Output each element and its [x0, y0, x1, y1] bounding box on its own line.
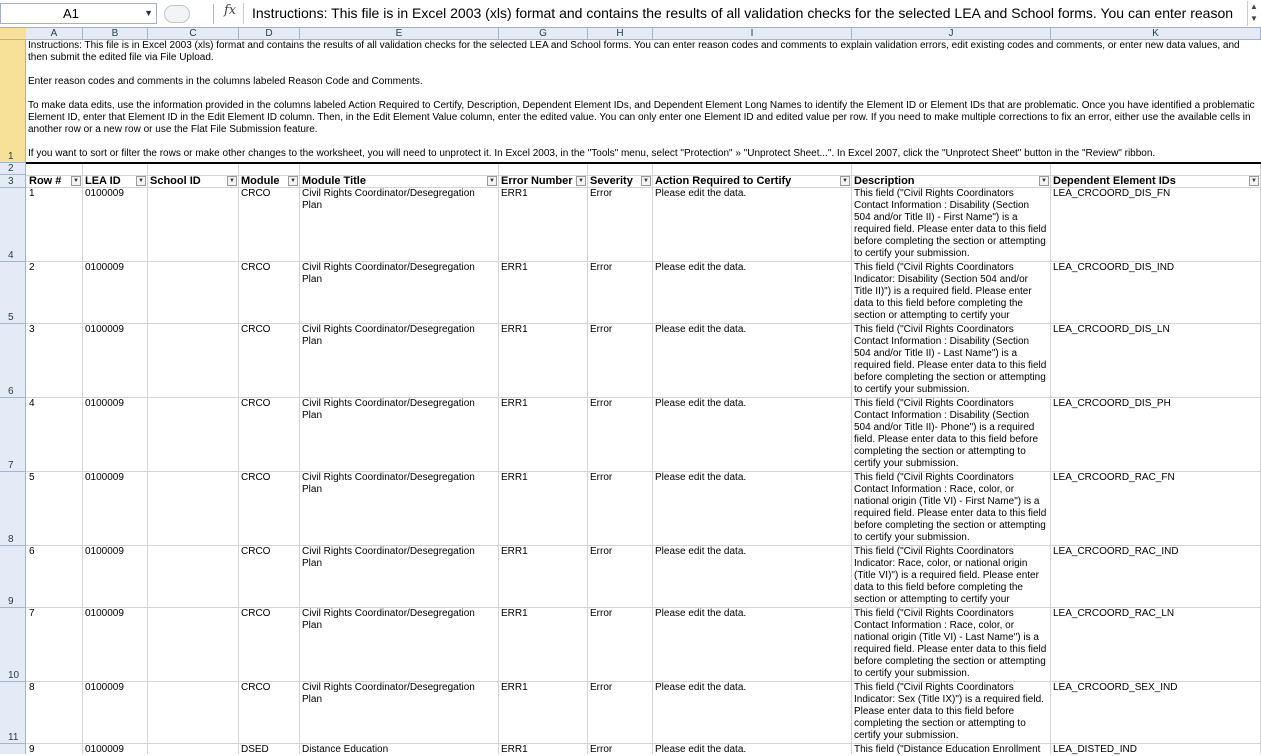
instructions-cell[interactable] [28, 40, 1260, 160]
select-all-corner[interactable] [0, 28, 26, 39]
row-header-11[interactable]: 11 [0, 682, 26, 744]
cell-action[interactable]: Please edit the data. [655, 682, 747, 693]
cell-action[interactable]: Please edit the data. [655, 398, 747, 409]
cell-description[interactable]: This field ("Civil Rights Coordinators Indicator: Sex (Title IX)") is a required field. Please enter data to this field before completing the section or attempting to certify your submission. [854, 682, 1044, 741]
cell-error-number[interactable]: ERR1 [501, 682, 528, 693]
cell-action[interactable]: Please edit the data. [655, 324, 747, 335]
cell-severity[interactable]: Error [590, 188, 613, 199]
cell-description[interactable]: This field ("Civil Rights Coordinators Contact Information : Disability (Section 504 and/or Title II)- Phone") is a required field. Please enter data to this field before completing the section or attempting to certify your submission. [854, 398, 1039, 469]
cell-module[interactable]: CRCO [241, 472, 271, 483]
header-dependent-element-ids: Dependent Element IDs [1053, 175, 1176, 187]
cell-lea-id[interactable]: 0100009 [85, 744, 124, 755]
filter-dropdown-icon[interactable]: ▼ [1039, 176, 1049, 186]
cell-module-title[interactable]: Civil Rights Coordinator/Desegregation Plan [302, 262, 475, 285]
cell-error-number[interactable]: ERR1 [501, 472, 528, 483]
cell-lea-id[interactable]: 0100009 [85, 682, 124, 693]
cell-error-number[interactable]: ERR1 [501, 398, 528, 409]
cell-module[interactable]: CRCO [241, 398, 271, 409]
cell-dependent-element-id[interactable]: LEA_CRCOORD_DIS_PH [1053, 398, 1171, 409]
formula-separator [213, 4, 214, 24]
cell-module[interactable]: CRCO [241, 682, 271, 693]
cell-module-title[interactable]: Civil Rights Coordinator/Desegregation Plan [302, 546, 475, 569]
header-border [26, 162, 1261, 164]
chevron-down-icon[interactable]: ▼ [144, 8, 153, 18]
column-header-d[interactable]: D [239, 28, 300, 39]
formula-bar [0, 0, 1261, 28]
cell-lea-id[interactable]: 0100009 [85, 324, 124, 335]
cell-lea-id[interactable]: 0100009 [85, 262, 124, 273]
cell-lea-id[interactable]: 0100009 [85, 608, 124, 619]
cell-description[interactable]: This field ("Civil Rights Coordinators Indicator: Disability (Section 504 and/or Title II)") is a required field. Please enter data to this field before completing the section or attempting to certify your [854, 262, 1032, 321]
cell-action[interactable]: Please edit the data. [655, 262, 747, 273]
cell-error-number[interactable]: ERR1 [501, 262, 528, 273]
filter-dropdown-icon[interactable]: ▼ [641, 176, 651, 186]
cell-severity[interactable]: Error [590, 608, 613, 619]
filter-dropdown-icon[interactable]: ▼ [227, 176, 237, 186]
filter-dropdown-icon[interactable]: ▼ [840, 176, 850, 186]
cell-lea-id[interactable]: 0100009 [85, 188, 124, 199]
worksheet-grid[interactable] [26, 40, 1261, 754]
instructions-paragraph-2: Enter reason codes and comments in the columns labeled Reason Code and Comments. [28, 76, 423, 87]
header-module-title: Module Title [302, 175, 366, 187]
cell-severity[interactable]: Error [590, 682, 613, 693]
cell-description[interactable]: This field ("Civil Rights Coordinators Indicator: Race, color, or national origin (Title VI)") is a required field. Please enter data to this field before completing the section or attempting to certify your [854, 546, 1039, 605]
scroll-up-icon[interactable]: ▲ [1250, 2, 1258, 11]
cell-severity[interactable]: Error [590, 472, 613, 483]
filter-dropdown-icon[interactable]: ▼ [576, 176, 586, 186]
cell-module[interactable]: CRCO [241, 608, 271, 619]
cell-module-title[interactable]: Civil Rights Coordinator/Desegregation Plan [302, 682, 475, 705]
header-error-number: Error Number [501, 175, 573, 187]
column-header-k[interactable]: K [1051, 28, 1261, 39]
column-header-b[interactable]: B [83, 28, 148, 39]
cell-error-number[interactable]: ERR1 [501, 608, 528, 619]
column-header-h[interactable]: H [588, 28, 653, 39]
cell-severity[interactable]: Error [590, 398, 613, 409]
row-header-5[interactable]: 5 [0, 262, 26, 324]
cell-module[interactable]: DSED [241, 744, 269, 755]
instructions-paragraph-1: Instructions: This file is in Excel 2003 (xls) format and contains the results of all validation checks for the selected LEA and School forms. You can enter reason codes and comments to explain validation errors, edit existing codes and comments, or enter new data values, and then submit the edited file via File Upload. [28, 40, 1240, 63]
cell-error-number[interactable]: ERR1 [501, 744, 528, 755]
cell-dependent-element-id[interactable]: LEA_CRCOORD_RAC_IND [1053, 546, 1179, 557]
cell-description[interactable]: This field ("Civil Rights Coordinators Contact Information : Race, color, or national origin (Title VI) - First Name") is a required field. Please enter data to this field before completing the section or attempting to certify your submission. [854, 472, 1047, 543]
row-header-9[interactable]: 9 [0, 546, 26, 608]
formula-input[interactable]: Instructions: This file is in Excel 2003 (xls) format and contains the results of all validation checks for the selected LEA and School forms. You can enter reason [243, 3, 1248, 24]
filter-dropdown-icon[interactable]: ▼ [136, 176, 146, 186]
cell-row-number[interactable]: 9 [29, 744, 35, 755]
cell-module-title[interactable]: Civil Rights Coordinator/Desegregation Plan [302, 472, 475, 495]
row-header-8[interactable]: 8 [0, 472, 26, 546]
cell-dependent-element-id[interactable]: LEA_CRCOORD_RAC_LN [1053, 608, 1175, 619]
cell-row-number[interactable]: 7 [29, 608, 35, 619]
row-header-1[interactable]: 1 [0, 40, 26, 163]
cell-row-number[interactable]: 8 [29, 682, 35, 693]
row-header-6[interactable]: 6 [0, 324, 26, 398]
header-row-number: Row # [29, 175, 62, 187]
cell-module[interactable]: CRCO [241, 262, 271, 273]
column-header-e[interactable]: E [300, 28, 499, 39]
row-header-4[interactable]: 4 [0, 188, 26, 262]
cell-severity[interactable]: Error [590, 744, 613, 755]
header-module: Module [241, 175, 280, 187]
cell-dependent-element-id[interactable]: LEA_DISTED_IND [1053, 744, 1137, 755]
cell-row-number[interactable]: 6 [29, 546, 35, 557]
cell-error-number[interactable]: ERR1 [501, 188, 528, 199]
filter-dropdown-icon[interactable]: ▼ [487, 176, 497, 186]
cell-error-number[interactable]: ERR1 [501, 324, 528, 335]
cell-lea-id[interactable]: 0100009 [85, 546, 124, 557]
cell-module-title[interactable]: Civil Rights Coordinator/Desegregation Plan [302, 608, 475, 631]
filter-dropdown-icon[interactable]: ▼ [288, 176, 298, 186]
cell-dependent-element-id[interactable]: LEA_CRCOORD_DIS_LN [1053, 324, 1170, 335]
cell-module[interactable]: CRCO [241, 324, 271, 335]
column-header-i[interactable]: I [653, 28, 852, 39]
formula-expand-scroll[interactable] [1247, 1, 1261, 26]
header-lea-id: LEA ID [85, 175, 121, 187]
cell-module-title[interactable]: Civil Rights Coordinator/Desegregation Plan [302, 398, 475, 421]
cell-action[interactable]: Please edit the data. [655, 608, 747, 619]
cell-action[interactable]: Please edit the data. [655, 472, 747, 483]
filter-dropdown-icon[interactable]: ▼ [1249, 176, 1259, 186]
cell-dependent-element-id[interactable]: LEA_CRCOORD_DIS_IND [1053, 262, 1175, 273]
cell-module[interactable]: CRCO [241, 546, 271, 557]
instructions-paragraph-4: If you want to sort or filter the rows or make other changes to the worksheet, you will need to unprotect it. In Excel 2003, in the "Tools" menu, select "Protection" » "Unprotect Sheet...". In Excel 2007, click the "Unprotect Sheet" button in the "Review" ribbon. [28, 148, 1156, 159]
row-header-10[interactable]: 10 [0, 608, 26, 682]
cell-action[interactable]: Please edit the data. [655, 546, 747, 557]
column-header-bar [0, 28, 1261, 40]
cell-module-title[interactable]: Distance Education [302, 744, 389, 755]
insert-function-icon[interactable]: fx [224, 3, 237, 18]
column-header-c[interactable]: C [148, 28, 239, 39]
row-header-12[interactable] [0, 744, 26, 754]
cell-module-title[interactable]: Civil Rights Coordinator/Desegregation Plan [302, 324, 475, 347]
cell-module-title[interactable]: Civil Rights Coordinator/Desegregation Plan [302, 188, 475, 211]
name-box[interactable] [0, 3, 157, 24]
header-school-id: School ID [150, 175, 201, 187]
cell-severity[interactable]: Error [590, 262, 613, 273]
cell-description[interactable]: This field ("Distance Education Enrollment [854, 744, 1041, 755]
row-header-3[interactable]: 3 [0, 175, 26, 188]
cell-row-number[interactable]: 1 [29, 188, 35, 199]
cell-row-number[interactable]: 5 [29, 472, 35, 483]
row-header-2[interactable]: 2 [0, 163, 26, 175]
header-action-required: Action Required to Certify [655, 175, 792, 187]
header-severity: Severity [590, 175, 633, 187]
cell-module[interactable]: CRCO [241, 188, 271, 199]
cell-dependent-element-id[interactable]: LEA_CRCOORD_DIS_FN [1053, 188, 1171, 199]
cell-description[interactable]: This field ("Civil Rights Coordinators Contact Information : Disability (Section 504 and/or Title II) - First Name") is a required field. Please enter data to this field before completing the section or attempting to certify your submission. [854, 188, 1047, 259]
column-header-g[interactable]: G [499, 28, 588, 39]
cell-lea-id[interactable]: 0100009 [85, 472, 124, 483]
cell-description[interactable]: This field ("Civil Rights Coordinators Contact Information : Race, color, or national origin (Title VI) - Last Name") is a required field. Please enter data to this field before completing the section or attempting to certify your submission. [854, 608, 1047, 679]
cell-severity[interactable]: Error [590, 324, 613, 335]
cell-dependent-element-id[interactable]: LEA_CRCOORD_SEX_IND [1053, 682, 1178, 693]
column-header-a[interactable]: A [26, 28, 83, 39]
cell-error-number[interactable]: ERR1 [501, 546, 528, 557]
cell-description[interactable]: This field ("Civil Rights Coordinators Contact Information : Disability (Section 504 and/or Title II) - Last Name") is a required field. Please enter data to this field before completing the section or attempting to certify your submission. [854, 324, 1047, 395]
cell-row-number[interactable]: 4 [29, 398, 35, 409]
scroll-down-icon[interactable]: ▼ [1250, 14, 1258, 23]
row-header-7[interactable]: 7 [0, 398, 26, 472]
filter-dropdown-icon[interactable]: ▼ [71, 176, 81, 186]
instructions-paragraph-3: To make data edits, use the information provided in the columns labeled Action Required to Certify, Description, Dependent Element IDs, and Dependent Element Long Names to identify the Element ID or Element IDs that are problematic. Once you have identified a problematic Element ID, enter that Element ID in the Edit Element ID column. Then, in the Edit Element Value column, enter the edited value. You can only enter one Element ID and edited value per row. If you need to make multiple corrections to fix an error, either use the available cells in another row or a new row or use the Flat File Submission feature. [28, 100, 1255, 135]
cell-dependent-element-id[interactable]: LEA_CRCOORD_RAC_FN [1053, 472, 1175, 483]
cell-row-number[interactable]: 3 [29, 324, 35, 335]
cell-severity[interactable]: Error [590, 546, 613, 557]
cell-lea-id[interactable]: 0100009 [85, 398, 124, 409]
cell-action[interactable]: Please edit the data. [655, 744, 747, 755]
name-box-value: A1 [63, 6, 79, 21]
cell-row-number[interactable]: 2 [29, 262, 35, 273]
cell-action[interactable]: Please edit the data. [655, 188, 747, 199]
formula-controls [160, 4, 200, 24]
column-header-j[interactable]: J [852, 28, 1051, 39]
header-description: Description [854, 175, 915, 187]
cancel-enter-icon[interactable] [164, 5, 190, 23]
